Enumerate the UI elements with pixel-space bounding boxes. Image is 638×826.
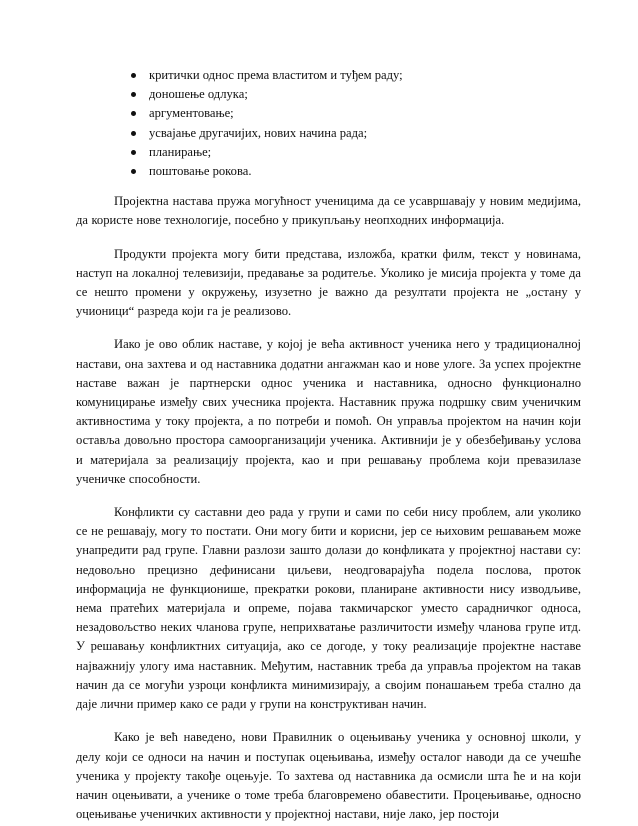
bullet-icon [131,150,136,155]
list-item [131,66,581,85]
list-item-text: аргументовање; [149,106,234,121]
bullet-icon [131,111,136,116]
paragraph-teacher-role: Иако је ово облик наставе, у којој је већа активност ученика него у традиционалној настави, она захтева и од наставника додатни ангажман као и нове улоге. За успех пројектне наставе важан је партнерски однос ученика и наставника, односно функционално комуницирање између свих учесника пројекта. Наставник пружа подршку свим ученичким активностима у току пројекта, а по потреби и помоћ. Он управља пројектом на начин који оставља довољно простора самоорганизацији ученика. Активнији је у обезбеђивању услова и материјала за реализацију пројекта, као и при решавању проблема који превазилазе ученичке способности. [76,337,581,486]
list-item-text: критички однос према властитом и туђем раду; [149,68,403,82]
list-item [131,124,581,143]
list-item-text: планирање; [149,144,212,159]
list-item [131,85,581,104]
list-item [131,143,581,162]
paragraph-conflicts: Конфликти су саставни део рада у групи и сами по себи нису проблем, али уколико се не решавају, могу то постати. Они могу бити и корисни, јер се њиховим решавањем може унапредити рад групе. Главни разлози зашто долази до конфликата у пројектној настави су: недовољно прецизно дефинисани циљеви, неодговарајућа подела послова, проток информација не функционише, прекратки рокови, планиране активности нису изводљиве, нема пратећих материјала и опреме, појава такмичарског уместо сарадничког односа, незадовољство неких чланова групе, неприхватање различитости између чланова групе итд. У решавању конфликтних ситуација, ако се догоде, у току реализације пројектне наставе најважнију улогу има наставник. Међутим, наставник треба да управља пројектом на такав начин да се могући узроци конфликта минимизирају, а својим понашањем треба стално да даје лични пример како се ради у групи на конструктиван начин. [76,505,581,712]
list-item [131,162,581,181]
paragraph-assessment: Како је већ наведено, нови Правилник о оцењивању ученика у основној школи, у делу који се односи на начин и поступак оцењивања, између осталог наводи да се учешће ученика у пројекту такође оцењује. То захтева од наставника да осмисли шта ће и на који начин оцењивати, а ученике о томе треба благовремено обавестити. Процењивање, односно оцењивање ученичких активности у пројектној настави, није лако, јер постоји [76,730,581,822]
bullet-list [76,66,581,181]
paragraph-new-media: Пројектна настава пружа могућност ученицима да се усавршавају у новим медијима, да користе нове технологије, посебно у прикупљању неопходних информација. [76,194,581,228]
bullet-icon [131,92,136,97]
bullet-icon [131,73,136,78]
list-item-text: поштовање рокова. [149,164,252,179]
bullet-icon [131,169,136,174]
list-item-text: усвајање другачијих, нових начина рада; [149,125,368,140]
bullet-icon [131,131,136,136]
list-item-text: доношење одлука; [149,87,248,102]
list-item [131,104,581,123]
paragraph-project-products: Продукти пројекта могу бити представа, изложба, кратки филм, текст у новинама, наступ на локалној телевизији, предавање за родитеље. Уколико је мисија пројекта у томе да се нешто промени у окружењу, изузетно је важно да резултати пројекта не „остану у учионици“ разреда који га је реализово. [76,246,581,319]
